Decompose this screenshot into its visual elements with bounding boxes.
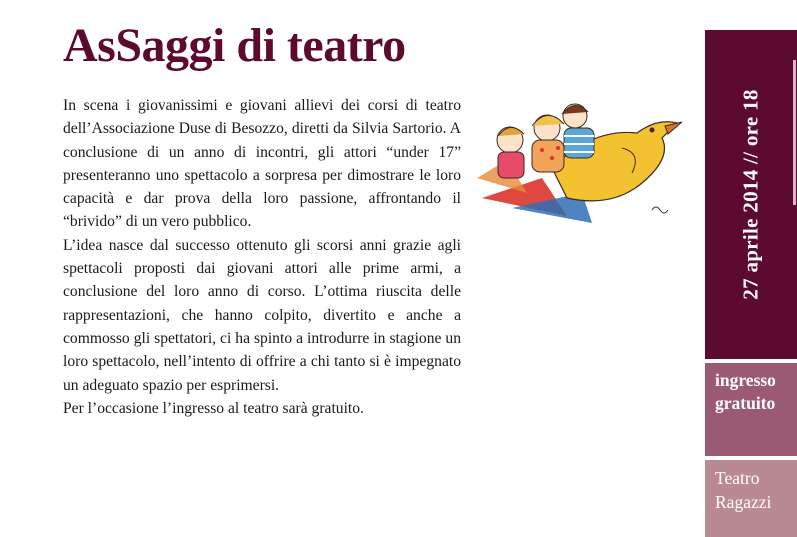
- venue-label: Teatro Ragazzi: [715, 468, 772, 512]
- article-body: [63, 94, 461, 420]
- entry-label: ingresso gratuito: [715, 370, 776, 413]
- paragraph-intro: In scena i giovanissimi e giovani allievi dei corsi di teatro dell’Associazione Duse di Besozzo, diretti da Silvia Sartorio. A conclusione di un anno di incontri, gli attori “under 17” presenteranno uno spettacolo a sorpresa per dimostrare le loro capacità e dar prova della loro passione, affrontando il “brivido” di un vero pubblico.: [63, 97, 461, 231]
- paragraph-entry: Per l’occasione l’ingresso al teatro sarà gratuito.: [63, 399, 364, 417]
- children-riding-bird-illustration: [472, 98, 684, 226]
- page-title: AsSaggi di teatro: [63, 19, 406, 72]
- paragraph-idea: L’idea nasce dal successo ottenuto gli scorsi anni grazie agli spettacoli proposti dai giovani attori alle prime armi, a conclusione del loro anno di corso. L’ottima riuscita delle rappresentazioni, che hanno colpito, divertito e anche a commosso gli spettatori, ci ha spinto a introdurre in stagione un loro spettacolo, nell’intento di offrire a chi tanto si è impegnato un adeguato spazio per esprimersi.: [63, 236, 461, 394]
- venue-panel: [705, 460, 797, 537]
- event-date-panel: [705, 30, 797, 359]
- panel-highlight-strip: [793, 60, 796, 205]
- entry-panel: [705, 363, 797, 456]
- event-date: 27 aprile 2014 // ore 18: [738, 89, 763, 300]
